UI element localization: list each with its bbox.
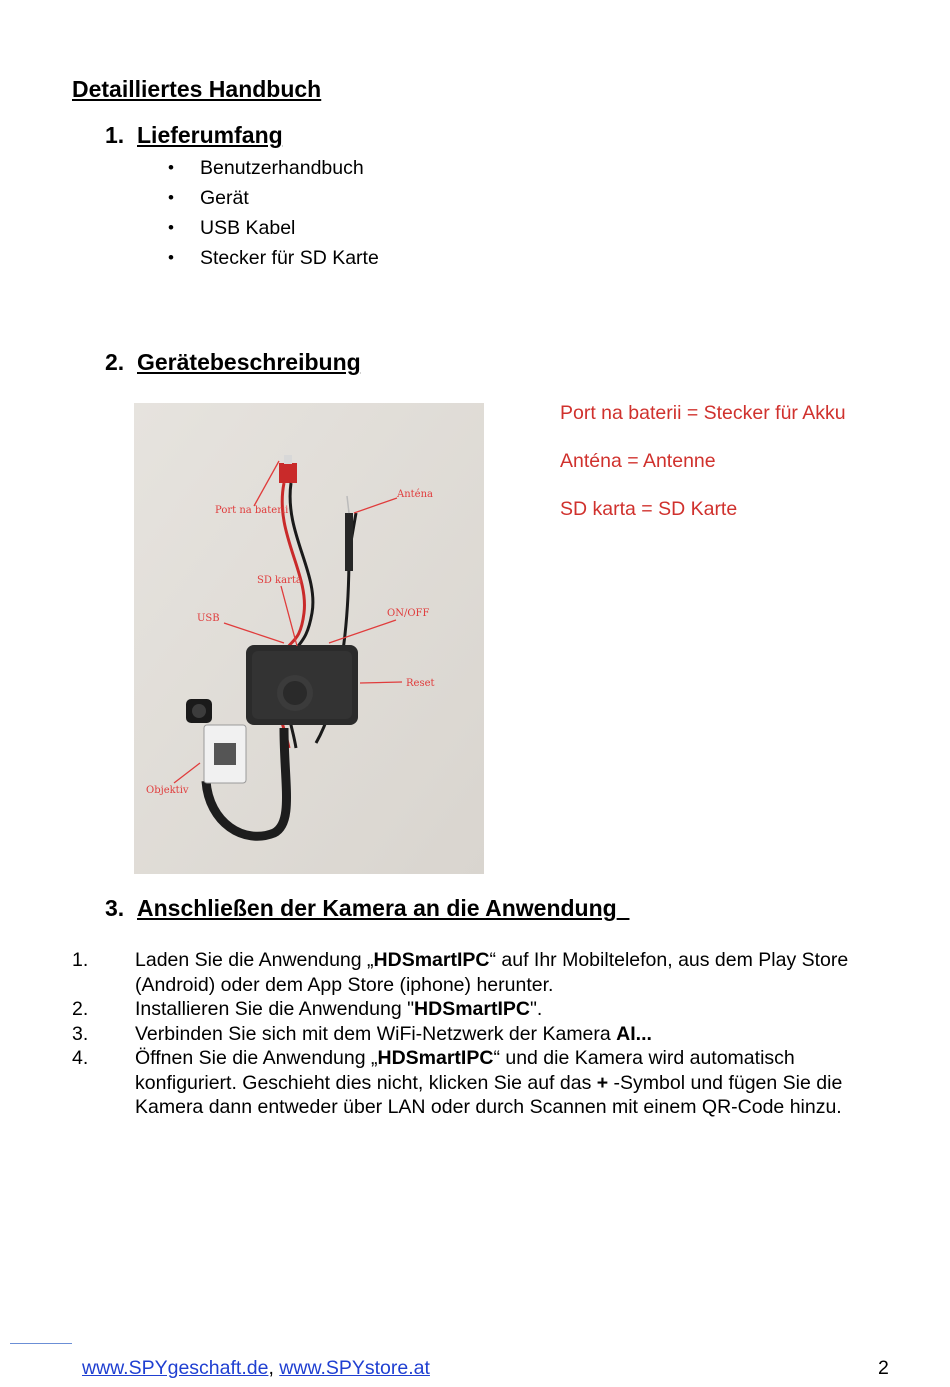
photo-label-sd: SD karta (257, 575, 302, 586)
footer-links (82, 1357, 430, 1380)
step-text: ". (529, 998, 543, 1020)
footer-divider (10, 1343, 72, 1344)
section-heading-anschliessen (105, 895, 629, 922)
page-title: Detailliertes Handbuch (72, 76, 322, 102)
step-text: “ und die Kamera wird automatisch konfiguriert. Geschieht dies nicht, klicken Sie auf das (135, 1047, 795, 1094)
photo-label-port: Port na baterii (215, 505, 289, 516)
link-separator: , (268, 1357, 280, 1379)
step-text: Verbinden Sie sich mit dem WiFi-Netzwerk der Kamera (135, 1022, 617, 1045)
device-photo (134, 403, 484, 874)
app-name: HDSmartIPC (414, 998, 530, 1020)
photo-label-reset: Reset (406, 678, 435, 689)
list-item: • Gerät (168, 186, 379, 216)
list-item (72, 1046, 892, 1120)
section-number: 3. (105, 895, 125, 921)
legend-item: Anténa = Antenne (560, 450, 716, 472)
wifi-name: AI... (616, 1022, 652, 1045)
list-item (72, 1022, 892, 1047)
list-item: • Benutzerhandbuch (168, 156, 379, 186)
app-name: HDSmartIPC (373, 949, 490, 971)
photo-label-antenna: Anténa (397, 489, 434, 500)
legend-item: SD karta = SD Karte (560, 498, 738, 520)
website-link-at[interactable]: www.SPYstore.at (279, 1357, 430, 1379)
section-heading-lieferumfang (105, 122, 283, 149)
list-item: • Stecker für SD Karte (168, 246, 379, 276)
step-number: 4. (72, 1047, 89, 1069)
step-text: Öffnen Sie die Anwendung „ (135, 1047, 378, 1069)
step-number: 2. (72, 998, 89, 1020)
section-title: Gerätebeschreibung (137, 349, 361, 375)
app-name: HDSmartIPC (377, 1047, 494, 1069)
step-text: Installieren Sie die Anwendung " (135, 998, 415, 1020)
legend-item: Port na baterii = Stecker für Akku (560, 402, 846, 424)
steps-list (72, 948, 892, 1120)
step-text: Laden Sie die Anwendung „ (135, 949, 374, 971)
list-item (72, 997, 892, 1022)
website-link-de[interactable]: www.SPYgeschaft.de (82, 1357, 269, 1379)
photo-label-usb: USB (197, 613, 220, 624)
section-title: Lieferumfang (137, 122, 283, 148)
plus-symbol: + (596, 1071, 609, 1094)
section-heading-geraetebeschreibung (105, 349, 361, 376)
photo-label-onoff: ON/OFF (387, 608, 430, 619)
step-number: 3. (72, 1022, 89, 1045)
photo-label-lens: Objektiv (146, 785, 189, 796)
list-item (72, 948, 892, 997)
photo-legend (560, 400, 846, 544)
list-item: • USB Kabel (168, 216, 379, 246)
section-number: 1. (105, 122, 125, 148)
delivery-list (168, 156, 379, 276)
section-number: 2. (105, 349, 125, 375)
section-title: Anschließen der Kamera an die Anwendung (137, 895, 617, 921)
step-text: “ auf Ihr Mobiltelefon, aus dem Play Store (Android) oder dem App Store (iphone) herunter. (135, 949, 849, 996)
step-number: 1. (72, 949, 89, 971)
page-number: 2 (878, 1357, 889, 1379)
battery-connector (279, 463, 297, 483)
step-text: -Symbol und fügen Sie die Kamera dann entweder über LAN oder durch Scannen mit einem QR-Code hinzu. (135, 1071, 843, 1118)
